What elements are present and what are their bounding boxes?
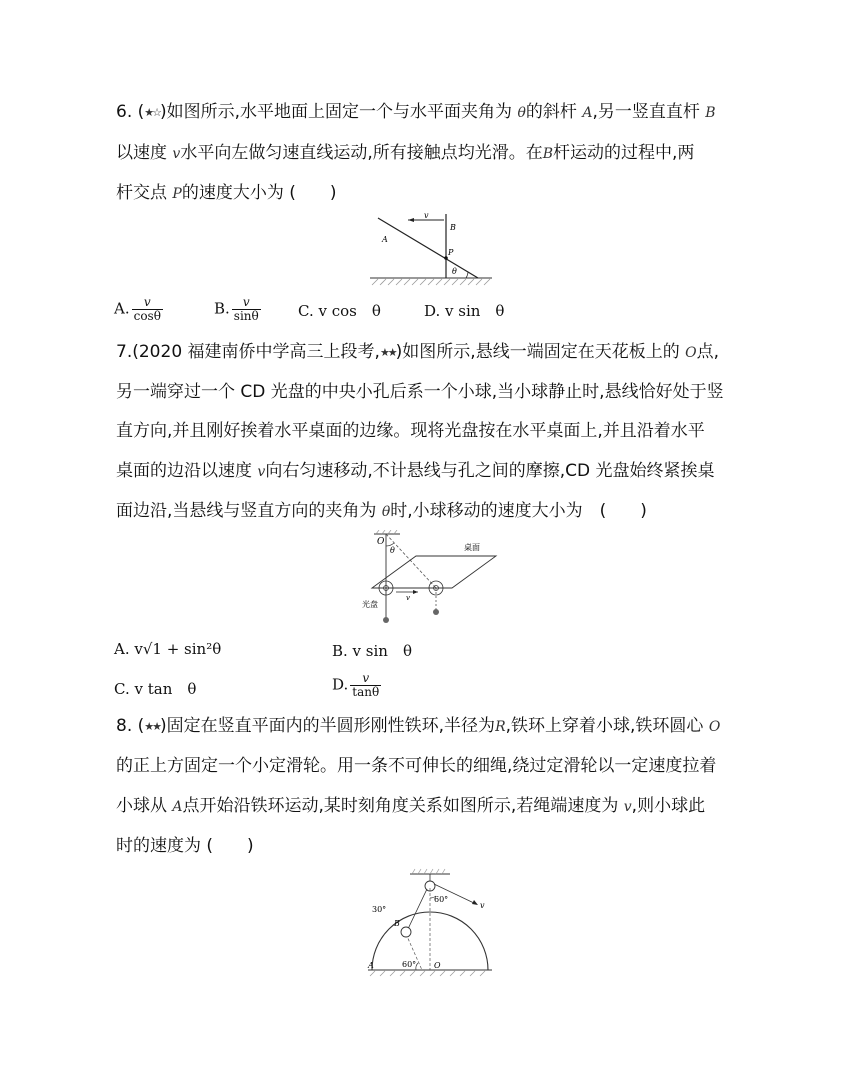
label-A: A xyxy=(382,235,388,244)
svg-text:v: v xyxy=(480,901,485,910)
q8-figure xyxy=(364,868,496,980)
svg-text:60°: 60° xyxy=(434,895,449,904)
svg-text:θ: θ xyxy=(390,546,395,555)
difficulty-star-icon: ★☆ xyxy=(144,106,161,119)
svg-text:30°: 30° xyxy=(372,905,387,914)
q8-line-1: 8. (★★)固定在竖直平面内的半圆形刚性铁环,半径为R,铁环上穿着小球,铁环圆心 O xyxy=(116,714,720,739)
q7-option-c[interactable]: C. v tan θ xyxy=(114,680,197,698)
svg-text:60°: 60° xyxy=(402,960,417,969)
q6-line-2: 以速度 v水平向左做匀速直线运动,所有接触点均光滑。在B杆运动的过程中,两 xyxy=(116,143,695,163)
q8-line-2: 的正上方固定一个小定滑轮。用一条不可伸长的细绳,绕过定滑轮以一定速度拉着 xyxy=(116,756,717,776)
label-v: v xyxy=(424,211,429,220)
ball xyxy=(401,927,411,937)
q6-line-3: 杆交点 P的速度大小为 ( ) xyxy=(116,183,337,203)
svg-text:A: A xyxy=(368,961,374,970)
q7-option-b[interactable]: B. v sin θ xyxy=(332,642,412,660)
q8-line-4: 时的速度为 ( ) xyxy=(116,836,254,856)
difficulty-star-icon: ★★ xyxy=(144,720,161,733)
svg-text:光盘: 光盘 xyxy=(362,600,378,609)
q7-line-3: 直方向,并且刚好挨着水平桌面的边缘。现将光盘按在水平桌面上,并且沿着水平 xyxy=(116,421,705,441)
svg-text:v: v xyxy=(406,594,410,602)
svg-text:B: B xyxy=(394,919,400,928)
q8-line-3: 小球从 A点开始沿铁环运动,某时刻角度关系如图所示,若绳端速度为 v,则小球此 xyxy=(116,796,706,816)
rope-to-ball xyxy=(407,889,427,931)
q6-option-a[interactable]: A. $\frac{v}{\cos\theta}$ xyxy=(114,295,161,323)
q6-option-c[interactable]: C. v cos θ xyxy=(298,302,381,320)
q6-line-1: 6. (★☆)如图所示,水平地面上固定一个与水平面夹角为 θ的斜杆 A,另一竖直直杆 B xyxy=(116,100,716,125)
q7-line-2: 另一端穿过一个 CD 光盘的中央小孔后系一个小球,当小球静止时,悬线恰好处于竖 xyxy=(116,382,724,402)
label-P: P xyxy=(448,248,454,257)
q6-number: 6. xyxy=(116,102,133,122)
q6-figure xyxy=(366,210,496,288)
q7-figure xyxy=(360,530,500,630)
q6-option-b[interactable]: B. $\frac{v}{\sin\theta}$ xyxy=(214,295,259,323)
label-theta: θ xyxy=(452,267,457,276)
label-B: B xyxy=(450,223,456,232)
q7-line-1: 7.(2020 福建南侨中学高三上段考,★★)如图所示,悬线一端固定在天花板上的 O点, xyxy=(116,340,719,365)
slanted-rod xyxy=(378,218,478,278)
ball xyxy=(383,617,389,623)
svg-text:桌面: 桌面 xyxy=(464,543,480,552)
q6-option-d[interactable]: D. v sin θ xyxy=(424,302,505,320)
svg-text:O: O xyxy=(377,537,385,547)
svg-text:O: O xyxy=(434,961,441,970)
q7-line-5: 面边沿,当悬线与竖直方向的夹角为 θ时,小球移动的速度大小为 ( ) xyxy=(116,501,647,521)
q7-option-a[interactable]: A. v√1 + sin²θ xyxy=(114,640,222,658)
q7-line-4: 桌面的边沿以速度 v向右匀速移动,不计悬线与孔之间的摩擦,CD 光盘始终紧挨桌 xyxy=(116,461,715,481)
difficulty-star-icon: ★★ xyxy=(379,346,396,359)
q7-option-d[interactable]: D. $\frac{v}{\tan\theta}$ xyxy=(332,671,380,699)
